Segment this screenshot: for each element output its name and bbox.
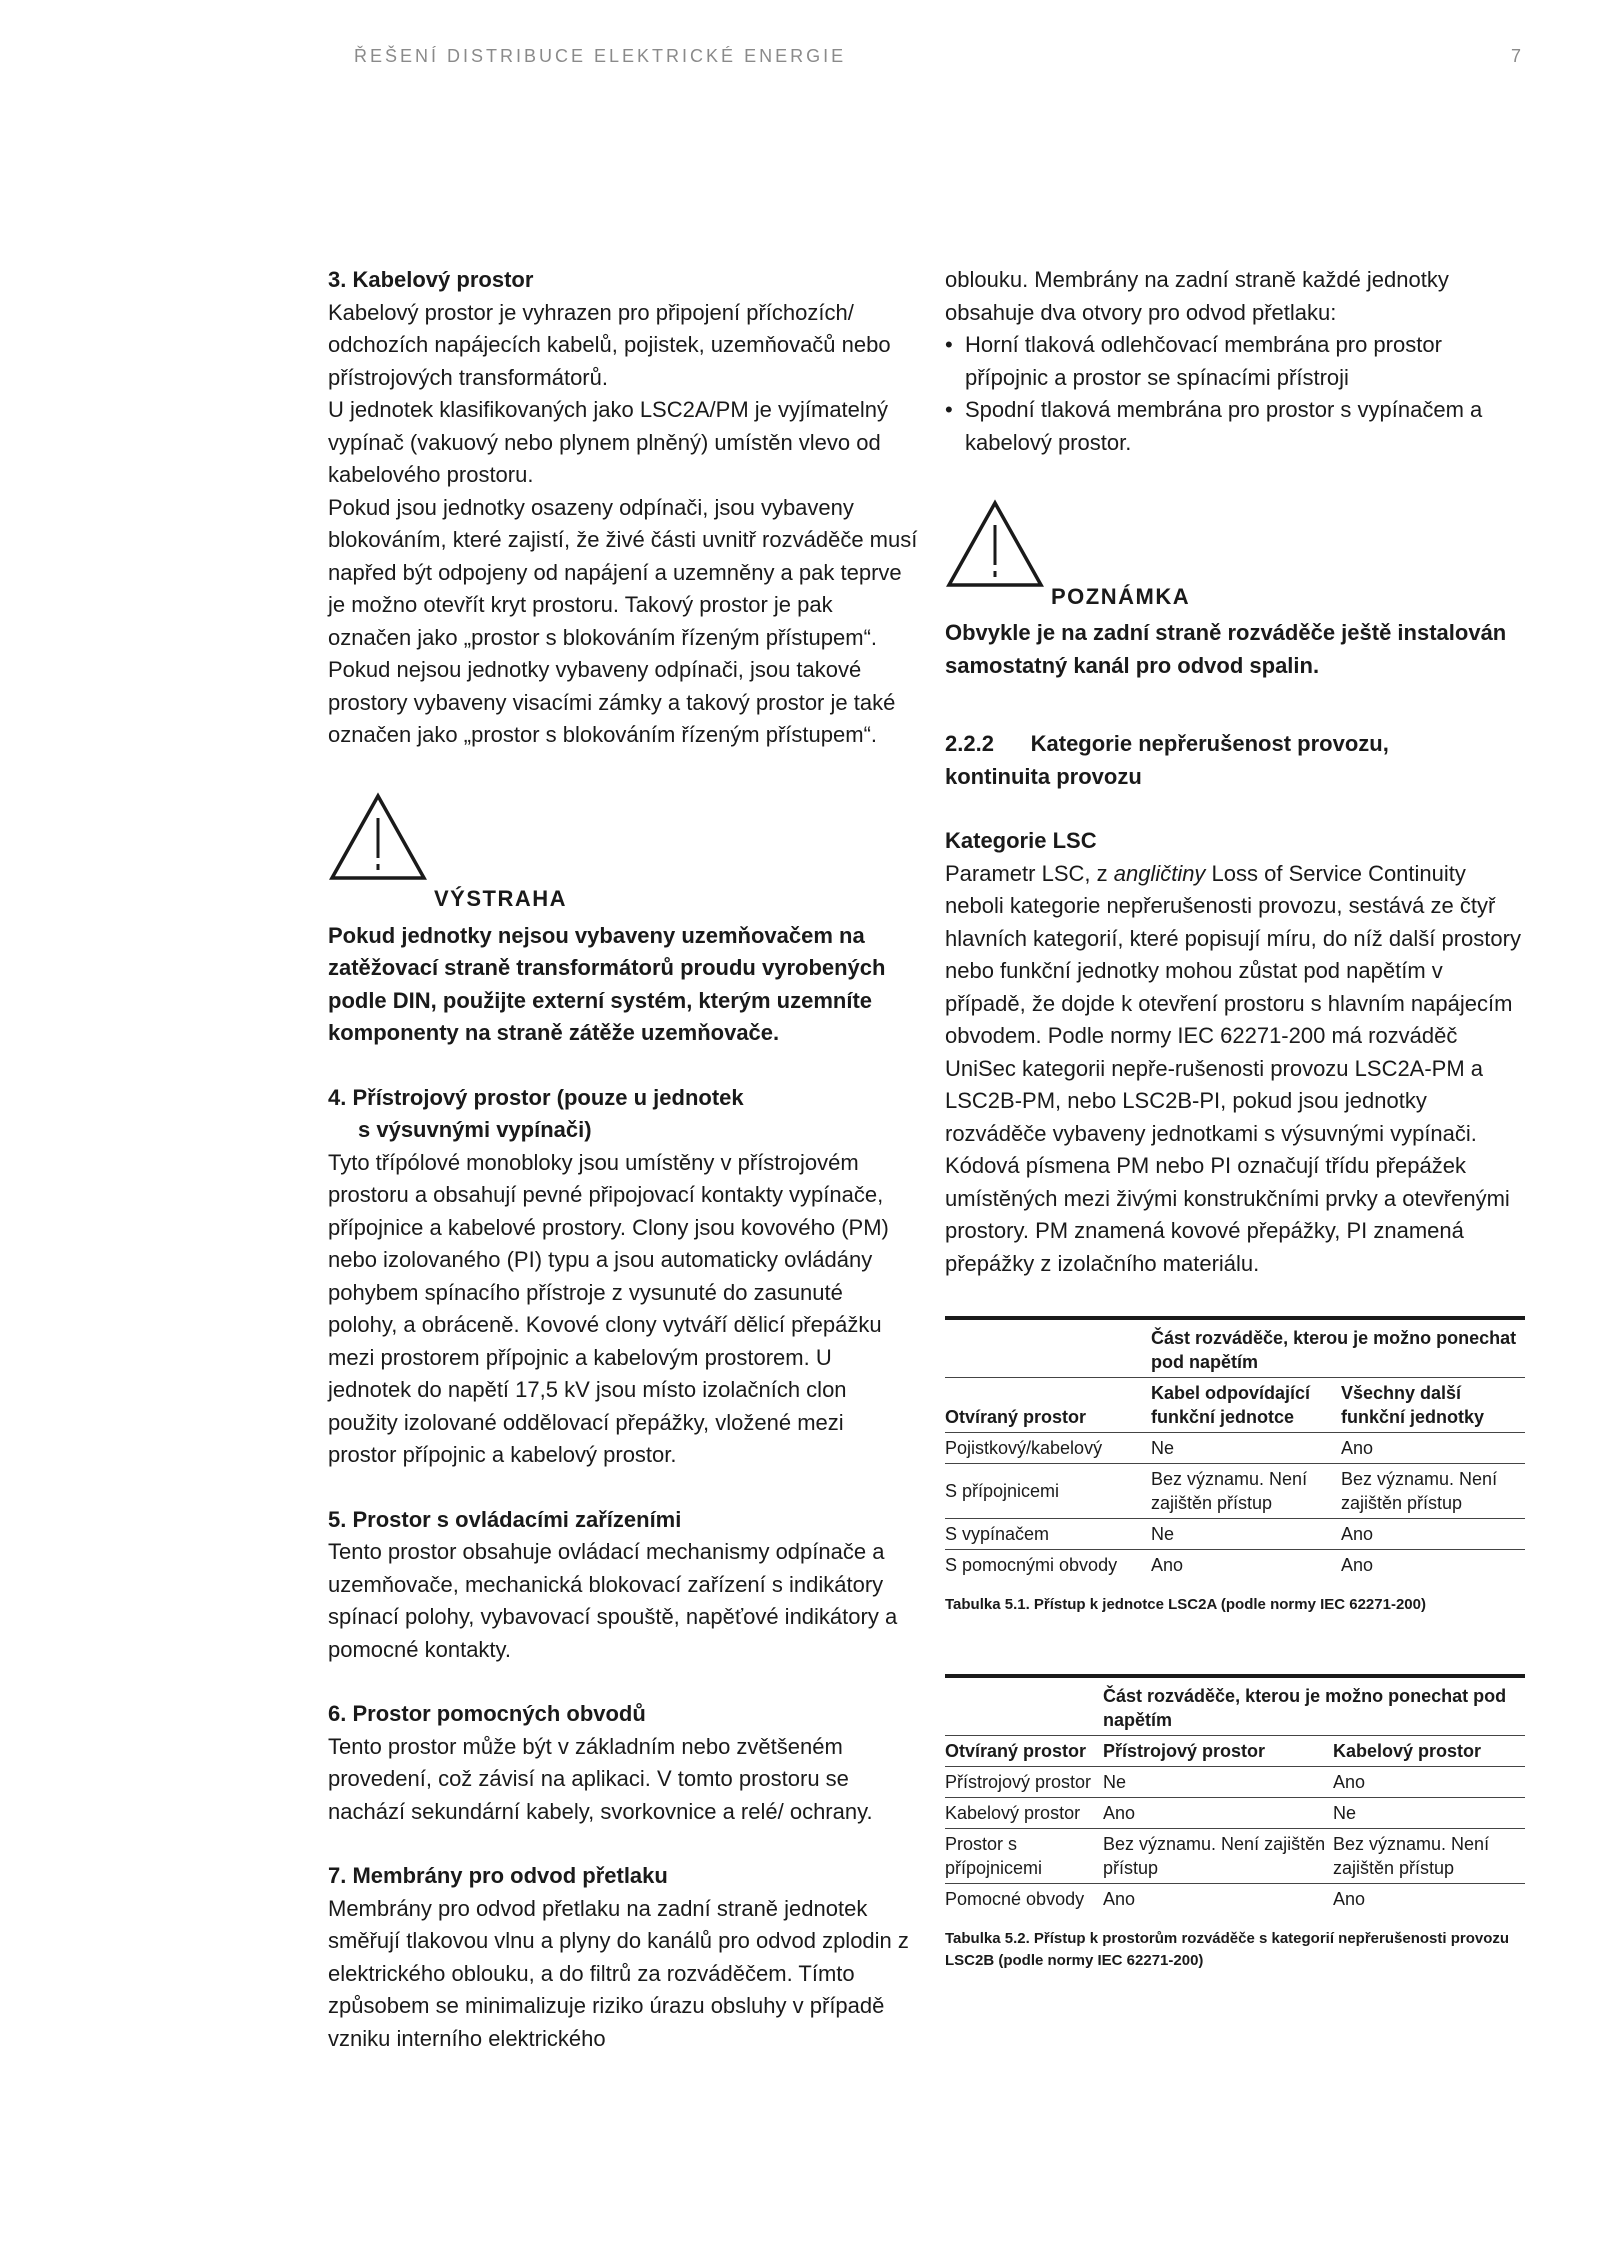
warning-text: Pokud jednotky nejsou vybaveny uzemňovačem na zatěžovací straně transformátorů proudu vyrobených podle DIN, použijte externí systém, kterým uzemníte komponenty na straně zátěže uzemňovače. [328,922,886,1045]
table-row: Přístrojový prostor Ne Ano [945,1767,1525,1798]
note-box [945,499,1525,617]
running-header: ŘEŠENÍ DISTRIBUCE ELEKTRICKÉ ENERGIE [354,46,847,66]
table-lsc2b [945,1674,1525,1914]
table-header-cell: Otvíraný prostor [945,1736,1103,1767]
section-3-paragraph-4: Pokud nejsou jednotky vybaveny odpínači, jsou takové prostory vybaveny visacími zámky a takový prostor je také označen jako „prostor s blokováním řízeným přístupem“. [328,657,896,747]
section-3-title: 3. Kabelový prostor [328,267,534,292]
section-3-paragraph-1: Kabelový prostor je vyhrazen pro připojení příchozích/ odchozích napájecích kabelů, pojistek, uzemňovačů nebo přístrojových transformátorů. [328,299,891,390]
section-3-paragraph-3: Pokud jsou jednotky osazeny odpínači, jsou vybaveny blokováním, které zajistí, že živé části uvnitř rozváděče musí napřed být odpojeny od napájení a uzemněny a pak teprve je možno otevřít kryt prostoru. Takový prostor je pak označen jako „prostor s blokováním řízeným přístupem“. [328,494,918,650]
lsc-title: Kategorie LSC [945,828,1097,853]
table-caption: Tabulka 5.2. Přístup k prostorům rozváděče s kategorií nepřerušenosti provozu LSC2B (podle normy IEC 62271-200) [945,1930,1510,1969]
subsection-title-text: Kategorie nepřerušenost provozu, [1030,731,1389,756]
note-label: POZNÁMKA [1051,583,1191,609]
section-6-text: Tento prostor může být v základním nebo zvětšeném provedení, což závisí na aplikaci. V tomto prostoru se nachází sekundární kabely, svorkovnice a relé/ ochrany. [328,1733,873,1824]
section-5-title: 5. Prostor s ovládacími zařízeními [328,1506,682,1532]
table-group-header: Část rozváděče, kterou je možno ponechat pod napětím [1151,1318,1525,1378]
section-5-text: Tento prostor obsahuje ovládací mechanismy odpínače a uzemňovače, mechanická blokovací zařízení s indikátory spínací polohy, vybavovací spouště, napěťové indikátory a pomocné kontakty. [328,1539,898,1662]
left-column [328,264,918,2055]
table-group-header: Část rozváděče, kterou je možno ponechat pod napětím [1103,1676,1525,1736]
section-4-title-line2: s výsuvnými vypínači) [358,1117,592,1142]
subsection-number: 2.2.2 [945,731,994,756]
table-row: Kabelový prostor Ano Ne [945,1798,1525,1829]
table-row: S přípojnicemi Bez významu. Není zajištěn přístup Bez významu. Není zajištěn přístup [945,1464,1525,1519]
section-6-title: 6. Prostor pomocných obvodů [328,1701,646,1726]
bullet-item: • Horní tlaková odlehčovací membrána pro prostor přípojnic a prostor se spínacími přístroji [945,329,1525,394]
bullet-item: • Spodní tlaková membrána pro prostor s vypínačem a kabelový prostor. [945,394,1525,459]
table-row: Prostor s přípojnicemi Bez významu. Není zajištěn přístup Bez významu. Není zajištěn přístup [945,1829,1525,1884]
lsc-text: Parametr LSC, z angličtiny Loss of Service Continuity neboli kategorie nepřerušenosti provozu, sestává ze čtyř hlavních kategorií, které popisují míru, do níž další prostory nebo funkční jednotky mohou zůstat pod napětím v případě, že dojde k otevření prostoru s hlavním napájecím obvodem. Podle normy IEC 62271-200 má rozváděč UniSec kategorii nepře-rušenosti provozu LSC2A-PM a LSC2B-PM, nebo LSC2B-PI, pokud jsou jednotky rozváděče vybaveny jednotkami s výsuvnými vypínači. Kódová písmena PM nebo PI označují třídu přepážek umístěných mezi živými konstrukčními prvky a otevřenými prostory. PM znamená kovové přepážky, PI znamená přepážky z izolačního materiálu. [945,860,1521,1276]
lsc-text-italic: angličtiny [1113,860,1206,886]
table-lsc2a [945,1316,1525,1580]
table-header-cell: Všechny další funkční jednotky [1341,1378,1525,1433]
section-7-title: 7. Membrány pro odvod přetlaku [328,1863,668,1888]
table-row: S pomocnými obvody Ano Ano [945,1555,1374,1575]
warning-triangle-icon [945,499,1045,589]
subsection-title-line2: kontinuita provozu [945,763,1142,789]
table-row: Pojistkový/kabelový Ne Ano [945,1433,1525,1464]
note-text: Obvykle je na zadní straně rozváděče ještě instalován samostatný kanál pro odvod spalin. [945,620,1507,678]
page-number: 7 [1511,46,1522,66]
table-header-cell: Kabel odpovídající funkční jednotce [1151,1378,1341,1433]
section-7-text: Membrány pro odvod přetlaku na zadní straně jednotek směřují tlakovou vlnu a plyny do kanálů pro odvod zplodin z elektrického oblouku, a do filtrů za rozváděčem. Tímto způsobem se minimalizuje riziko úrazu obsluhy v případě vzniku interního elektrického [328,1895,909,2051]
section-4-title: 4. Přístrojový prostor (pouze u jednotek [328,1084,744,1110]
bullet-icon: • [945,332,953,357]
warning-triangle-icon [328,792,428,882]
section-3-paragraph-2: U jednotek klasifikovaných jako LSC2A/PM je vyjímatelný vypínač (vakuový nebo plynem plněný) umístěn vlevo od kabelového prostoru. [328,397,889,487]
table-row: Pomocné obvody Ano Ano [945,1889,1366,1909]
section-7-continuation: oblouku. Membrány na zadní straně každé jednotky obsahuje dva otvory pro odvod přetlaku: [945,267,1449,325]
warning-box [328,792,918,920]
table-header-cell: Otvíraný prostor [945,1378,1151,1433]
warning-label: VÝSTRAHA [434,886,568,911]
subsection-title [945,728,1525,761]
table-header-cell: Přístrojový prostor [1103,1736,1333,1767]
bullet-icon: • [945,397,953,422]
table-header-cell: Kabelový prostor [1333,1736,1525,1767]
table-caption: Tabulka 5.1. Přístup k jednotce LSC2A (podle normy IEC 62271-200) [945,1596,1426,1613]
right-column [945,264,1525,1972]
table-row: S vypínačem Ne Ano [945,1519,1525,1550]
section-4-text: Tyto třípólové monobloky jsou umístěny v přístrojovém prostoru a obsahují pevné připojovací kontakty vypínače, přípojnice a kabelové prostory. Clony jsou kovového (PM) nebo izolovaného (PI) typu a jsou automaticky ovládány pohybem spínacího přístroje z vysunuté do zasunuté polohy, a obráceně. Kovové clony vytváří dělicí přepážku mezi prostorem přípojnic a kabelovým prostorem. U jednotek do napětí 17,5 kV jsou místo izolačních clon použity izolované oddělovací přepážky, vložené mezi prostor přípojnic a kabelový prostor. [328,1149,889,1467]
